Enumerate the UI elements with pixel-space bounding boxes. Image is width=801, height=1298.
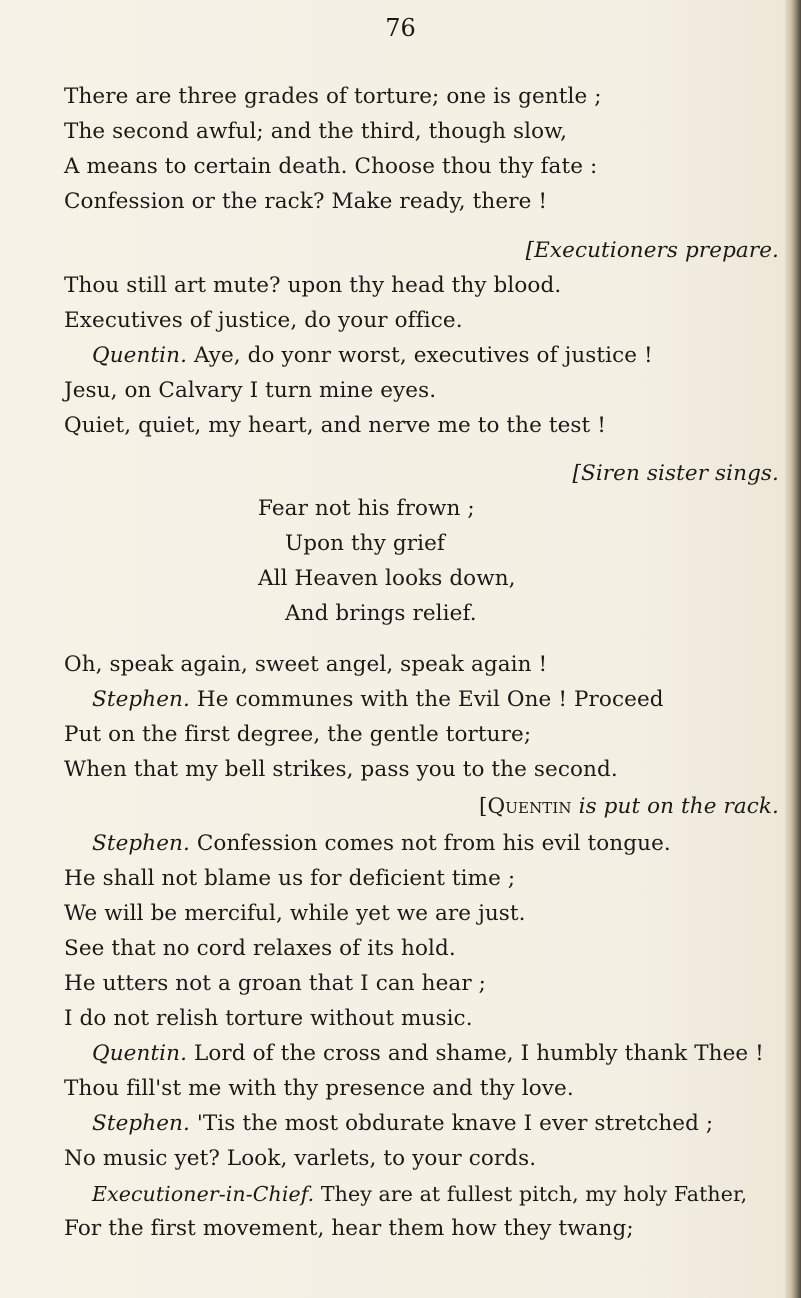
text-line: Executives of justice, do your office. — [64, 308, 463, 333]
speaker-line — [92, 1111, 713, 1137]
stage-direction: [Siren sister sings. — [572, 461, 779, 486]
speech: He communes with the Evil One ! Proceed — [196, 687, 664, 712]
song-line: Fear not his frown ; — [258, 496, 475, 521]
text-line: Confession or the rack? Make ready, there ! — [64, 189, 548, 214]
speech: Confession comes not from his evil tongue. — [196, 831, 671, 856]
page-number: 76 — [385, 14, 416, 42]
text-line: Quiet, quiet, my heart, and nerve me to the test ! — [64, 413, 606, 438]
speaker-line — [92, 1041, 764, 1067]
speech: Aye, do yonr worst, executives of justice ! — [193, 343, 653, 368]
direction-bracket: [ — [479, 794, 488, 819]
text-line: Put on the first degree, the gentle torture; — [64, 722, 532, 747]
speech: 'Tis the most obdurate knave I ever stretched ; — [196, 1111, 714, 1136]
speech: They are at fullest pitch, my holy Father, — [320, 1182, 748, 1206]
text-line: I do not relish torture without music. — [64, 1006, 473, 1031]
stage-direction: [Executioners prepare. — [525, 238, 779, 263]
speaker-name: Quentin. — [92, 1041, 188, 1066]
song-line: Upon thy grief — [285, 531, 445, 556]
direction-name: Quentin — [487, 794, 572, 819]
text-line: The second awful; and the third, though slow, — [64, 119, 568, 144]
speaker-name: Stephen. — [92, 831, 190, 856]
speaker-line — [92, 687, 664, 713]
text-line: There are three grades of torture; one is gentle ; — [64, 84, 602, 109]
text-line: For the first movement, hear them how they twang; — [64, 1216, 634, 1241]
text-line: A means to certain death. Choose thou thy fate : — [64, 154, 598, 179]
speaker-line — [92, 343, 653, 369]
speaker-name: Stephen. — [92, 1111, 190, 1136]
text-line: When that my bell strikes, pass you to the second. — [64, 757, 618, 782]
speaker-name: Executioner-in-Chief. — [92, 1182, 315, 1206]
text-line: He utters not a groan that I can hear ; — [64, 971, 486, 996]
speaker-line — [92, 831, 671, 857]
text-line: Jesu, on Calvary I turn mine eyes. — [64, 378, 437, 403]
direction-text: is put on the rack. — [571, 794, 779, 819]
text-line: No music yet? Look, varlets, to your cords. — [64, 1146, 537, 1171]
speaker-name: Quentin. — [92, 343, 188, 368]
text-line: Thou fill'st me with thy presence and thy love. — [64, 1076, 574, 1101]
text-line: We will be merciful, while yet we are just. — [64, 901, 526, 926]
song-line: All Heaven looks down, — [258, 566, 516, 591]
speaker-name: Stephen. — [92, 687, 190, 712]
stage-direction — [479, 794, 779, 820]
text-line: See that no cord relaxes of its hold. — [64, 936, 456, 961]
page-edge-shadow — [785, 0, 801, 1298]
text-line: Thou still art mute? upon thy head thy blood. — [64, 273, 562, 298]
song-line: And brings relief. — [285, 601, 477, 626]
speaker-line — [92, 1181, 747, 1207]
text-line: He shall not blame us for deficient time ; — [64, 866, 516, 891]
text-line: Oh, speak again, sweet angel, speak again ! — [64, 652, 548, 677]
speech: Lord of the cross and shame, I humbly thank Thee ! — [193, 1041, 764, 1066]
